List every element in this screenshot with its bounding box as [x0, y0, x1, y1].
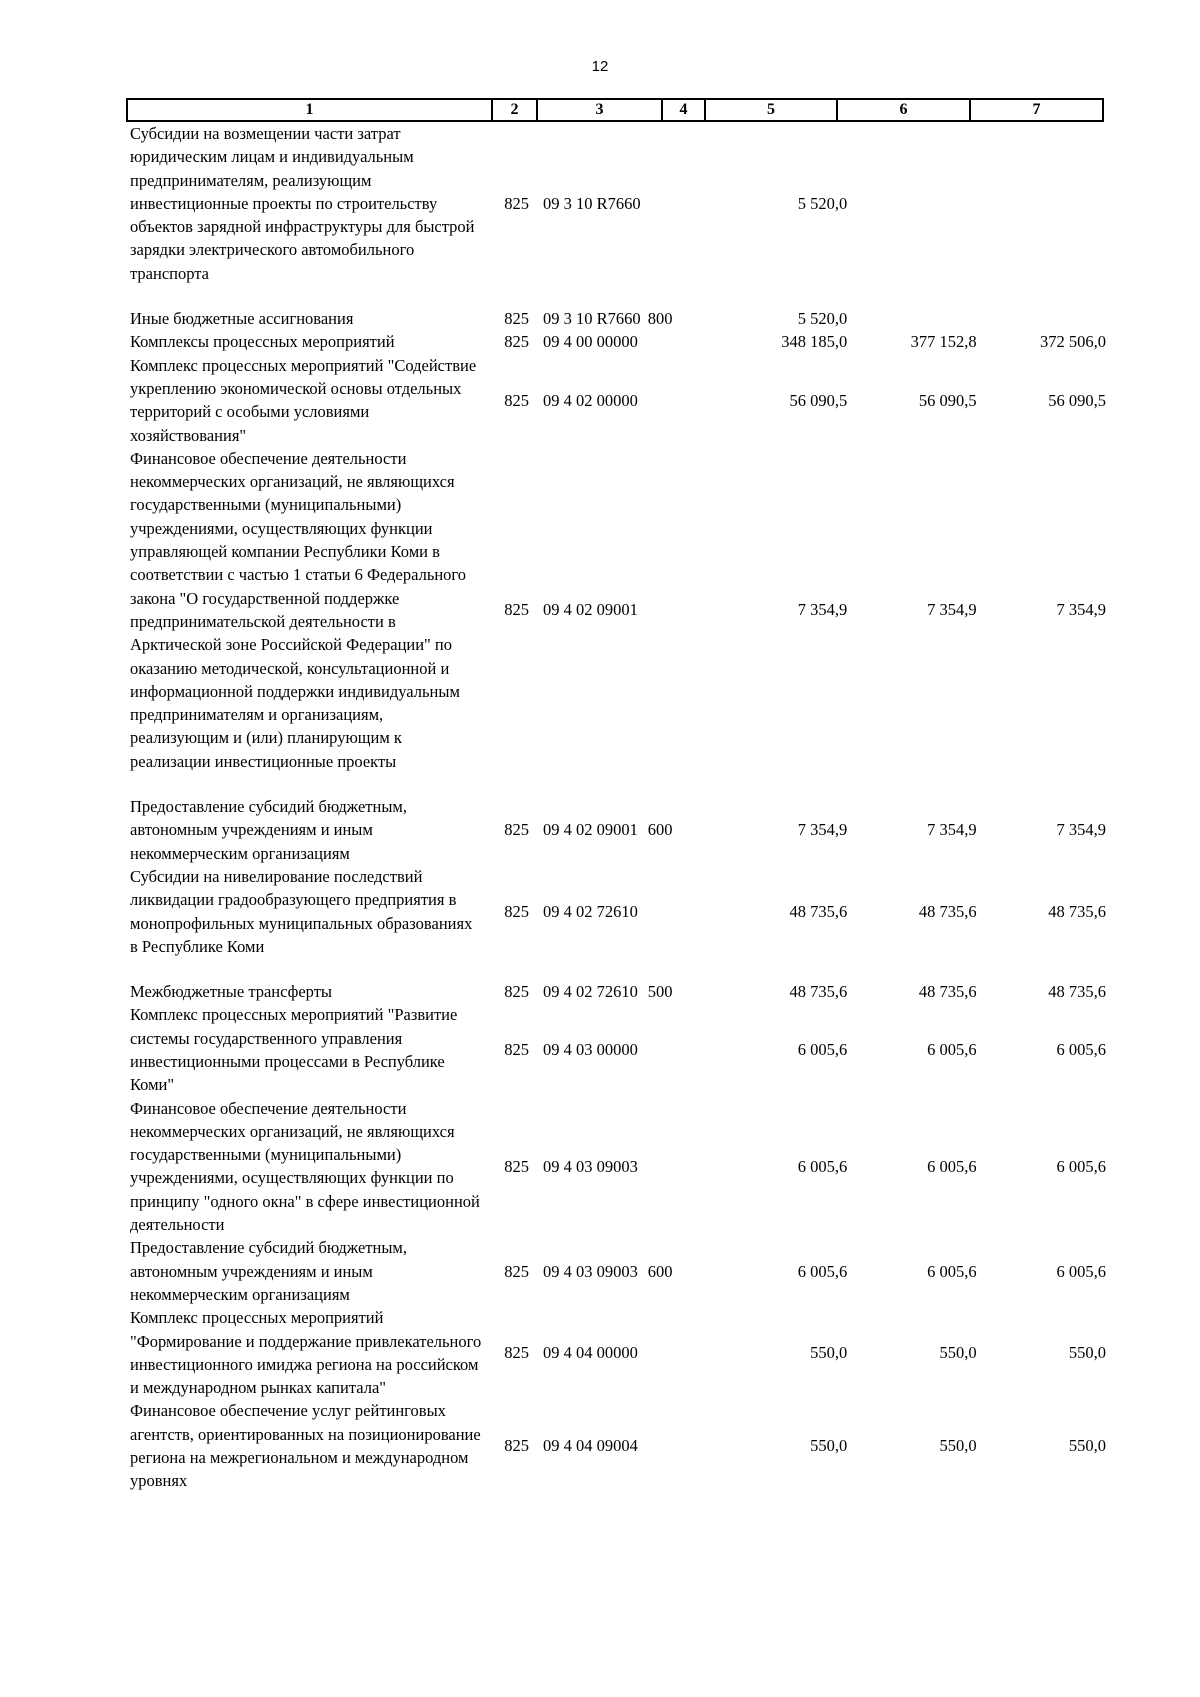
row-amount-col6: 6 005,6 [927, 1156, 977, 1176]
row-ved-code: 825 [504, 982, 530, 1002]
table-row [126, 1399, 1106, 1492]
row-target-code: 09 4 02 00000 [543, 390, 638, 410]
row-amount-col5: 5 520,0 [797, 193, 848, 213]
row-amount-col7: 48 735,6 [1048, 982, 1106, 1002]
row-ved-code: 825 [504, 901, 530, 921]
table-row [126, 980, 1106, 1003]
row-amount-col7: 7 354,9 [1056, 820, 1106, 840]
row-amount-col5: 6 005,6 [797, 1156, 848, 1176]
row-name: Предоставление субсидий бюджетным, автономным учреждениям и иным некоммерческим организациям [130, 1238, 407, 1304]
row-name: Предоставление субсидий бюджетным, автономным учреждениям и иным некоммерческим организациям [130, 797, 407, 863]
row-target-code: 09 4 04 09004 [543, 1436, 638, 1456]
row-expense-type: 600 [647, 820, 673, 840]
row-name: Субсидии на возмещении части затрат юридическим лицам и индивидуальным предпринимателям, реализующим инвестиционные проекты по строительству объектов зарядной инфраструктуры для быстрой зарядки электрического автомобильного транспорта [130, 124, 475, 283]
header-col-6: 6 [837, 99, 970, 121]
row-name: Финансовое обеспечение услуг рейтинговых агентств, ориентированных на позиционирование региона на межрегиональном и международном уровнях [130, 1401, 481, 1491]
row-name: Финансовое обеспечение деятельности некоммерческих организаций, не являющихся государственными (муниципальными) учреждениями, осуществляющих функции управляющей компании Республики Коми в соответствии с частью 1 статьи 6 Федерального закона "О государственной поддержке предпринимательской деятельности в Арктической зоне Российской Федерации" по оказанию методической, консультационной и информационной поддержки индивидуальным предпринимателям и организациям, реализующим и (или) планирующим к реализации инвестиционные проекты [130, 448, 467, 771]
row-name: Комплексы процессных мероприятий [130, 332, 395, 352]
row-ved-code: 825 [504, 193, 530, 213]
row-amount-col7: 6 005,6 [1056, 1040, 1106, 1060]
row-amount-col6: 56 090,5 [918, 390, 977, 410]
budget-rows [126, 122, 1106, 1493]
row-amount-col7: 550,0 [1068, 1436, 1106, 1456]
row-name: Комплекс процессных мероприятий "Содействие укреплению экономической основы отдельных территорий с особыми условиями хозяйствования" [130, 355, 477, 445]
row-amount-col5: 6 005,6 [797, 1261, 848, 1281]
row-ved-code: 825 [504, 1156, 530, 1176]
row-amount-col5: 7 354,9 [797, 600, 848, 620]
row-amount-col6: 7 354,9 [927, 820, 977, 840]
row-amount-col5: 550,0 [810, 1436, 848, 1456]
row-target-code: 09 4 02 72610 [543, 982, 638, 1002]
row-ved-code: 825 [504, 820, 530, 840]
row-expense-type: 800 [647, 309, 673, 329]
row-ved-code: 825 [504, 1040, 530, 1060]
table-row [126, 447, 1106, 773]
row-expense-type: 500 [647, 982, 673, 1002]
row-amount-col6: 550,0 [939, 1436, 977, 1456]
row-ved-code: 825 [504, 332, 530, 352]
row-name: Иные бюджетные ассигнования [130, 309, 354, 329]
row-amount-col5: 5 520,0 [797, 309, 848, 329]
header-row [127, 99, 1103, 121]
table-row [126, 1236, 1106, 1306]
row-target-code: 09 4 02 09001 [543, 820, 638, 840]
row-amount-col6: 48 735,6 [918, 982, 977, 1002]
table-row [126, 122, 1106, 285]
table-row [126, 1003, 1106, 1096]
table-row [126, 330, 1106, 353]
row-name: Межбюджетные трансферты [130, 982, 333, 1002]
row-target-code: 09 3 10 R7660 [543, 193, 641, 213]
row-amount-col7: 7 354,9 [1056, 600, 1106, 620]
page-number: 12 [591, 58, 609, 75]
row-target-code: 09 4 02 72610 [543, 901, 638, 921]
row-spacer [126, 958, 1106, 980]
row-amount-col7: 6 005,6 [1056, 1156, 1106, 1176]
row-spacer [126, 773, 1106, 795]
row-target-code: 09 4 03 09003 [543, 1261, 638, 1281]
row-target-code: 09 4 02 09001 [543, 600, 638, 620]
row-ved-code: 825 [504, 390, 530, 410]
row-amount-col5: 48 735,6 [789, 901, 848, 921]
row-name: Субсидии на нивелирование последствий ликвидации градообразующего предприятия в монопрофильных муниципальных образованиях в Республике Коми [130, 866, 473, 956]
row-amount-col5: 56 090,5 [789, 390, 848, 410]
row-name: Финансовое обеспечение деятельности некоммерческих организаций, не являющихся государственными (муниципальными) учреждениями, осуществляющих функции по принципу "одного окна" в сфере инвестиционной деятельности [130, 1098, 480, 1235]
row-amount-col5: 348 185,0 [781, 332, 848, 352]
row-expense-type: 600 [647, 1261, 673, 1281]
row-amount-col5: 6 005,6 [797, 1040, 848, 1060]
row-amount-col6: 7 354,9 [927, 600, 977, 620]
row-amount-col5: 550,0 [810, 1343, 848, 1363]
header-col-5: 5 [705, 99, 837, 121]
row-amount-col7: 372 506,0 [1039, 332, 1106, 352]
row-amount-col7: 56 090,5 [1048, 390, 1106, 410]
row-target-code: 09 4 03 09003 [543, 1156, 638, 1176]
row-spacer [126, 285, 1106, 307]
row-amount-col6: 48 735,6 [918, 901, 977, 921]
table-row [126, 795, 1106, 865]
row-ved-code: 825 [504, 600, 530, 620]
column-header-table [126, 98, 1104, 122]
row-amount-col7: 48 735,6 [1048, 901, 1106, 921]
row-target-code: 09 4 04 00000 [543, 1343, 638, 1363]
row-name: Комплекс процессных мероприятий "Развитие системы государственного управления инвестиционными процессами в Республике Коми" [130, 1005, 458, 1095]
row-amount-col6: 377 152,8 [910, 332, 977, 352]
header-col-1: 1 [127, 99, 492, 121]
row-ved-code: 825 [504, 309, 530, 329]
row-target-code: 09 3 10 R7660 [543, 309, 641, 329]
table-row [126, 1306, 1106, 1399]
row-amount-col6: 6 005,6 [927, 1261, 977, 1281]
row-ved-code: 825 [504, 1261, 530, 1281]
row-ved-code: 825 [504, 1343, 530, 1363]
header-col-2: 2 [492, 99, 537, 121]
row-target-code: 09 4 03 00000 [543, 1040, 638, 1060]
row-ved-code: 825 [504, 1436, 530, 1456]
row-amount-col6: 6 005,6 [927, 1040, 977, 1060]
table-row [126, 865, 1106, 958]
row-amount-col6: 550,0 [939, 1343, 977, 1363]
table-row [126, 307, 1106, 330]
row-amount-col7: 550,0 [1068, 1343, 1106, 1363]
header-col-3: 3 [537, 99, 662, 121]
row-target-code: 09 4 00 00000 [543, 332, 638, 352]
table-row [126, 354, 1106, 447]
row-amount-col5: 48 735,6 [789, 982, 848, 1002]
row-amount-col7: 6 005,6 [1056, 1261, 1106, 1281]
table-row [126, 1097, 1106, 1237]
header-col-7: 7 [970, 99, 1103, 121]
row-amount-col5: 7 354,9 [797, 820, 848, 840]
row-name: Комплекс процессных мероприятий "Формирование и поддержание привлекательного инвестиционного имиджа региона на российском и международном рынках капитала" [130, 1308, 482, 1398]
header-col-4: 4 [662, 99, 705, 121]
